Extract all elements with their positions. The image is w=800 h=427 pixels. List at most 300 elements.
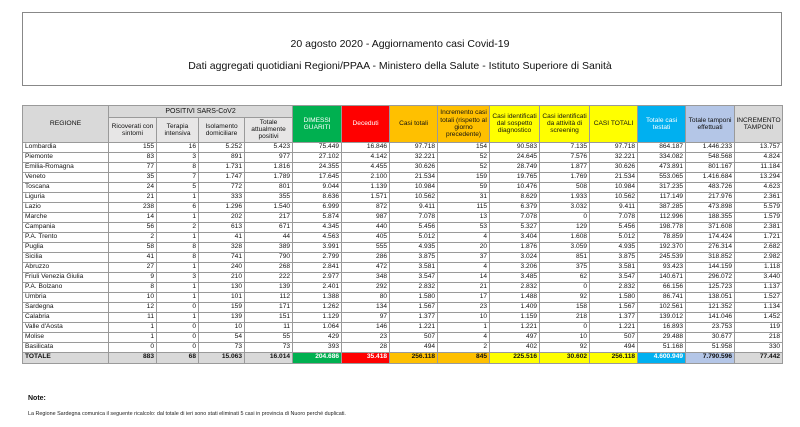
table-cell: 240 <box>199 262 245 272</box>
table-cell: 790 <box>245 252 293 262</box>
column-header-totale-positivi: Totale attualmente positivi <box>245 118 293 143</box>
table-cell: 21 <box>109 192 157 202</box>
table-cell: 21 <box>438 282 490 292</box>
table-cell: 2 <box>157 222 199 232</box>
table-cell: 1.933 <box>540 192 590 202</box>
table-cell: 801 <box>245 182 293 192</box>
table-cell: 4 <box>438 262 490 272</box>
table-cell: 1 <box>157 212 199 222</box>
report-subtitle: Dati aggregati quotidiani Regioni/PPAA - Ministero della Salute - Istituto Superiore di Sanità <box>188 60 612 72</box>
table-cell: 7.078 <box>490 212 540 222</box>
table-cell: 2 <box>438 342 490 352</box>
total-cell: 225.516 <box>490 352 540 363</box>
table-cell: 507 <box>590 332 638 342</box>
table-cell: 8 <box>157 252 199 262</box>
table-cell: 97.718 <box>390 142 438 152</box>
total-cell: 204.686 <box>293 352 342 363</box>
table-cell: 10.562 <box>590 192 638 202</box>
table-cell: 548.568 <box>686 152 735 162</box>
table-cell: 1.540 <box>245 202 293 212</box>
region-name-cell: Liguria <box>23 192 109 202</box>
table-cell: 1.571 <box>342 192 390 202</box>
table-cell: 30.626 <box>590 162 638 172</box>
total-cell: 845 <box>438 352 490 363</box>
table-cell: 286 <box>342 252 390 262</box>
column-header-terapia-intensiva: Terapia intensiva <box>157 118 199 143</box>
table-cell: 7.078 <box>590 212 638 222</box>
table-cell: 4.935 <box>590 242 638 252</box>
table-cell: 987 <box>342 212 390 222</box>
region-name-cell: Sardegna <box>23 302 109 312</box>
table-cell: 97.718 <box>590 142 638 152</box>
column-header-isolamento: Isolamento domiciliare <box>199 118 245 143</box>
table-cell: 1.388 <box>293 292 342 302</box>
table-cell: 402 <box>490 342 540 352</box>
table-cell: 77 <box>109 162 157 172</box>
table-cell: 23 <box>438 302 490 312</box>
table-cell: 27.102 <box>293 152 342 162</box>
table-cell: 7.576 <box>540 152 590 162</box>
table-row <box>23 202 783 212</box>
table-cell: 238 <box>109 202 157 212</box>
table-cell: 7.078 <box>390 212 438 222</box>
table-cell: 218 <box>735 332 783 342</box>
table-cell: 8.636 <box>293 192 342 202</box>
table-row <box>23 332 783 342</box>
table-cell: 13.757 <box>735 142 783 152</box>
table-cell: 56 <box>109 222 157 232</box>
table-cell: 158 <box>540 302 590 312</box>
total-cell: 35.418 <box>342 352 390 363</box>
table-row <box>23 312 783 322</box>
table-cell: 1.747 <box>199 172 245 182</box>
region-name-cell: Molise <box>23 332 109 342</box>
table-cell: 3.581 <box>590 262 638 272</box>
table-cell: 3.024 <box>490 252 540 262</box>
table-cell: 51.168 <box>638 342 686 352</box>
table-cell: 6 <box>157 202 199 212</box>
table-cell: 32.221 <box>390 152 438 162</box>
table-cell: 125.723 <box>686 282 735 292</box>
table-cell: 66.156 <box>638 282 686 292</box>
table-cell: 78.859 <box>638 232 686 242</box>
table-cell: 23.753 <box>686 322 735 332</box>
table-cell: 217 <box>245 212 293 222</box>
total-row <box>23 352 783 363</box>
table-cell: 7 <box>157 172 199 182</box>
table-cell: 508 <box>540 182 590 192</box>
region-name-cell: Calabria <box>23 312 109 322</box>
table-row <box>23 222 783 232</box>
table-row <box>23 172 783 182</box>
table-cell: 2.982 <box>735 252 783 262</box>
table-cell: 14 <box>438 272 490 282</box>
region-name-cell: Lazio <box>23 202 109 212</box>
table-cell: 92 <box>540 342 590 352</box>
column-header-casi-totali: Casi totali <box>390 106 438 143</box>
table-cell: 318.852 <box>686 252 735 262</box>
table-cell: 1 <box>438 322 490 332</box>
table-cell: 6.999 <box>293 202 342 212</box>
table-cell: 1 <box>109 332 157 342</box>
table-cell: 2.361 <box>735 192 783 202</box>
table-cell: 54 <box>199 332 245 342</box>
table-cell: 24.645 <box>490 152 540 162</box>
table-cell: 52 <box>438 162 490 172</box>
table-cell: 1.488 <box>490 292 540 302</box>
table-cell: 141.046 <box>686 312 735 322</box>
table-cell: 129 <box>540 222 590 232</box>
table-cell: 5 <box>157 182 199 192</box>
table-cell: 292 <box>342 282 390 292</box>
table-cell: 4.455 <box>342 162 390 172</box>
total-cell: 15.063 <box>199 352 245 363</box>
table-cell: 1.221 <box>590 322 638 332</box>
table-cell: 555 <box>342 242 390 252</box>
table-cell: 17.645 <box>293 172 342 182</box>
note-text: La Regione Sardegna comunica il seguente ricalcolo: dal totale di ieri sono stati eliminati 5 casi in provincia di Nuoro perché duplicati. <box>28 411 346 417</box>
table-cell: 10.562 <box>390 192 438 202</box>
table-cell: 134 <box>342 302 390 312</box>
table-cell: 138.051 <box>686 292 735 302</box>
table-cell: 44 <box>245 232 293 242</box>
table-cell: 23 <box>342 332 390 342</box>
region-name-cell: Abruzzo <box>23 262 109 272</box>
table-cell: 1.452 <box>735 312 783 322</box>
total-cell: 256.118 <box>390 352 438 363</box>
table-cell: 317.235 <box>638 182 686 192</box>
table-cell: 29.488 <box>638 332 686 342</box>
region-name-cell: Friuli Venezia Giulia <box>23 272 109 282</box>
table-cell: 83 <box>109 152 157 162</box>
table-cell: 3.875 <box>390 252 438 262</box>
table-cell: 52 <box>438 152 490 162</box>
table-cell: 218 <box>540 312 590 322</box>
table-body <box>23 142 783 352</box>
table-cell: 0 <box>109 342 157 352</box>
table-row <box>23 272 783 282</box>
region-name-cell: Toscana <box>23 182 109 192</box>
table-cell: 17 <box>438 292 490 302</box>
table-cell: 146 <box>342 322 390 332</box>
table-cell: 8 <box>157 162 199 172</box>
table-cell: 3.032 <box>540 202 590 212</box>
region-name-cell: Valle d'Aosta <box>23 322 109 332</box>
table-cell: 19.765 <box>490 172 540 182</box>
table-cell: 119 <box>735 322 783 332</box>
column-header-casi-testati: Totale casi testati <box>638 106 686 143</box>
column-header-incremento-casi: Incremento casi totali (rispetto al giorno precedente) <box>438 106 490 143</box>
table-cell: 6.379 <box>490 202 540 212</box>
table-cell: 1.789 <box>245 172 293 182</box>
note-title: Note: <box>28 395 46 402</box>
table-cell: 10.984 <box>590 182 638 192</box>
table-row <box>23 242 783 252</box>
table-cell: 11.184 <box>735 162 783 172</box>
table-cell: 3.547 <box>390 272 438 282</box>
table-cell: 613 <box>199 222 245 232</box>
table-cell: 41 <box>199 232 245 242</box>
table-cell: 31 <box>438 192 490 202</box>
table-cell: 977 <box>245 152 293 162</box>
table-row <box>23 212 783 222</box>
report-title: 20 agosto 2020 - Aggiornamento casi Covid-19 <box>290 38 510 50</box>
table-cell: 473.891 <box>638 162 686 172</box>
table-cell: 1.296 <box>199 202 245 212</box>
table-cell: 16 <box>157 142 199 152</box>
table-cell: 1 <box>109 322 157 332</box>
table-cell: 1 <box>157 282 199 292</box>
table-cell: 28.749 <box>490 162 540 172</box>
table-cell: 16.893 <box>638 322 686 332</box>
table-cell: 3.206 <box>490 262 540 272</box>
table-cell: 90.583 <box>490 142 540 152</box>
table-cell: 801.167 <box>686 162 735 172</box>
table-cell: 112 <box>245 292 293 302</box>
table-cell: 1 <box>157 262 199 272</box>
table-cell: 405 <box>342 232 390 242</box>
table-cell: 159 <box>438 172 490 182</box>
table-cell: 3.440 <box>735 272 783 282</box>
table-cell: 117.149 <box>638 192 686 202</box>
table-cell: 371.608 <box>686 222 735 232</box>
table-cell: 1.377 <box>590 312 638 322</box>
table-cell: 1.134 <box>735 302 783 312</box>
table-cell: 3.404 <box>490 232 540 242</box>
table-cell: 891 <box>199 152 245 162</box>
table-cell: 3.547 <box>590 272 638 282</box>
table-cell: 115 <box>438 202 490 212</box>
table-cell: 2.100 <box>342 172 390 182</box>
table-cell: 73 <box>245 342 293 352</box>
table-row <box>23 342 783 352</box>
table-cell: 2.381 <box>735 222 783 232</box>
column-header-screening: Casi identificati da attività di screening <box>540 106 590 143</box>
table-cell: 0 <box>157 332 199 342</box>
region-name-cell: Piemonte <box>23 152 109 162</box>
table-cell: 62 <box>540 272 590 282</box>
table-cell: 2.799 <box>293 252 342 262</box>
table-cell: 130 <box>199 282 245 292</box>
region-name-cell: Marche <box>23 212 109 222</box>
table-cell: 1.579 <box>735 212 783 222</box>
table-cell: 155 <box>109 142 157 152</box>
covid-data-table <box>22 105 783 364</box>
table-cell: 13.294 <box>735 172 783 182</box>
column-header-incremento-tamponi: INCREMENTO TAMPONI <box>735 106 783 143</box>
table-cell: 55 <box>245 332 293 342</box>
table-cell: 5.456 <box>590 222 638 232</box>
table-cell: 393 <box>293 342 342 352</box>
table-row <box>23 262 783 272</box>
table-cell: 217.976 <box>686 192 735 202</box>
table-cell: 245.539 <box>638 252 686 262</box>
table-cell: 7.135 <box>540 142 590 152</box>
table-cell: 3 <box>157 272 199 282</box>
table-cell: 21.534 <box>590 172 638 182</box>
table-cell: 1.221 <box>390 322 438 332</box>
table-cell: 75.449 <box>293 142 342 152</box>
table-cell: 21.534 <box>390 172 438 182</box>
table-cell: 1.731 <box>199 162 245 172</box>
table-cell: 296.072 <box>686 272 735 282</box>
table-cell: 1.721 <box>735 232 783 242</box>
table-cell: 37 <box>438 252 490 262</box>
table-cell: 494 <box>590 342 638 352</box>
table-cell: 28 <box>342 342 390 352</box>
table-cell: 429 <box>293 332 342 342</box>
table-cell: 507 <box>390 332 438 342</box>
table-cell: 3.581 <box>390 262 438 272</box>
table-cell: 1.139 <box>342 182 390 192</box>
table-cell: 10 <box>199 322 245 332</box>
table-cell: 4 <box>438 332 490 342</box>
table-cell: 1.580 <box>390 292 438 302</box>
region-name-cell: Lombardia <box>23 142 109 152</box>
table-cell: 9 <box>109 272 157 282</box>
table-cell: 0 <box>540 322 590 332</box>
table-cell: 1 <box>157 192 199 202</box>
table-cell: 1.221 <box>490 322 540 332</box>
table-cell: 10.476 <box>490 182 540 192</box>
table-cell: 9.411 <box>390 202 438 212</box>
table-cell: 440 <box>342 222 390 232</box>
table-cell: 0 <box>540 282 590 292</box>
table-cell: 497 <box>490 332 540 342</box>
table-cell: 1.137 <box>735 282 783 292</box>
table-cell: 174.424 <box>686 232 735 242</box>
table-row <box>23 252 783 262</box>
table-cell: 73 <box>199 342 245 352</box>
table-cell: 144.159 <box>686 262 735 272</box>
table-cell: 4.142 <box>342 152 390 162</box>
table-cell: 3.485 <box>490 272 540 282</box>
table-cell: 4.824 <box>735 152 783 162</box>
table-cell: 92 <box>540 292 590 302</box>
table-cell: 268 <box>245 262 293 272</box>
total-cell: 30.602 <box>540 352 590 363</box>
table-cell: 472 <box>342 262 390 272</box>
table-cell: 13 <box>438 212 490 222</box>
table-cell: 20 <box>438 242 490 252</box>
table-cell: 171 <box>245 302 293 312</box>
table-cell: 11 <box>245 322 293 332</box>
table-cell: 2.832 <box>490 282 540 292</box>
table-cell: 1.580 <box>590 292 638 302</box>
table-cell: 121.352 <box>686 302 735 312</box>
column-header-ricoverati: Ricoverati con sintomi <box>109 118 157 143</box>
table-cell: 16.846 <box>342 142 390 152</box>
table-cell: 5.327 <box>490 222 540 232</box>
table-cell: 202 <box>199 212 245 222</box>
table-cell: 0 <box>157 302 199 312</box>
table-cell: 10.984 <box>390 182 438 192</box>
table-row <box>23 142 783 152</box>
table-cell: 334.082 <box>638 152 686 162</box>
table-cell: 772 <box>199 182 245 192</box>
table-cell: 0 <box>540 212 590 222</box>
table-cell: 1 <box>157 232 199 242</box>
table-cell: 102.561 <box>638 302 686 312</box>
total-cell: 16.014 <box>245 352 293 363</box>
table-cell: 35 <box>109 172 157 182</box>
table-row <box>23 232 783 242</box>
table-cell: 1.877 <box>540 162 590 172</box>
table-cell: 8.629 <box>490 192 540 202</box>
total-cell: 883 <box>109 352 157 363</box>
table-cell: 30.626 <box>390 162 438 172</box>
table-cell: 4.623 <box>735 182 783 192</box>
column-header-sospetto-diagnostico: Casi identificati dal sospetto diagnostico <box>490 106 540 143</box>
table-cell: 1.118 <box>735 262 783 272</box>
table-row <box>23 192 783 202</box>
table-row <box>23 302 783 312</box>
table-cell: 5.456 <box>390 222 438 232</box>
table-cell: 1.377 <box>390 312 438 322</box>
table-cell: 11 <box>109 312 157 322</box>
region-name-cell: P.A. Trento <box>23 232 109 242</box>
table-cell: 1.064 <box>293 322 342 332</box>
column-header-tamponi: Totale tamponi effettuati <box>686 106 735 143</box>
region-name-cell: Emilia-Romagna <box>23 162 109 172</box>
table-cell: 483.726 <box>686 182 735 192</box>
table-cell: 3.991 <box>293 242 342 252</box>
table-cell: 355 <box>245 192 293 202</box>
table-cell: 5.423 <box>245 142 293 152</box>
table-cell: 24.355 <box>293 162 342 172</box>
table-cell: 2.682 <box>735 242 783 252</box>
table-cell: 4.345 <box>293 222 342 232</box>
region-name-cell: Veneto <box>23 172 109 182</box>
table-cell: 32.221 <box>590 152 638 162</box>
table-cell: 151 <box>245 312 293 322</box>
table-cell: 30.677 <box>686 332 735 342</box>
table-cell: 1.129 <box>293 312 342 322</box>
table-cell: 1.409 <box>490 302 540 312</box>
table-cell: 5.012 <box>390 232 438 242</box>
region-name-cell: Campania <box>23 222 109 232</box>
table-cell: 8 <box>109 282 157 292</box>
table-cell: 2.832 <box>390 282 438 292</box>
table-cell: 2.832 <box>590 282 638 292</box>
table-cell: 2.841 <box>293 262 342 272</box>
table-cell: 222 <box>245 272 293 282</box>
table-cell: 192.370 <box>638 242 686 252</box>
table-cell: 198.778 <box>638 222 686 232</box>
table-row <box>23 322 783 332</box>
table-cell: 139.012 <box>638 312 686 322</box>
table-cell: 101 <box>199 292 245 302</box>
table-cell: 2.401 <box>293 282 342 292</box>
table-cell: 387.285 <box>638 202 686 212</box>
table-cell: 1.416.684 <box>686 172 735 182</box>
table-cell: 330 <box>735 342 783 352</box>
table-cell: 5.012 <box>590 232 638 242</box>
table-cell: 1.567 <box>390 302 438 312</box>
group-header-positivi: POSITIVI SARS-CoV2 <box>109 106 293 118</box>
table-cell: 59 <box>438 182 490 192</box>
table-cell: 139 <box>245 282 293 292</box>
table-cell: 4 <box>438 232 490 242</box>
table-cell: 4.563 <box>293 232 342 242</box>
table-cell: 375 <box>540 262 590 272</box>
table-cell: 553.065 <box>638 172 686 182</box>
table-cell: 5.874 <box>293 212 342 222</box>
column-header-dimessi: DIMESSI GUARITI <box>293 106 342 143</box>
table-cell: 14 <box>109 212 157 222</box>
table-cell: 3.059 <box>540 242 590 252</box>
table-cell: 741 <box>199 252 245 262</box>
